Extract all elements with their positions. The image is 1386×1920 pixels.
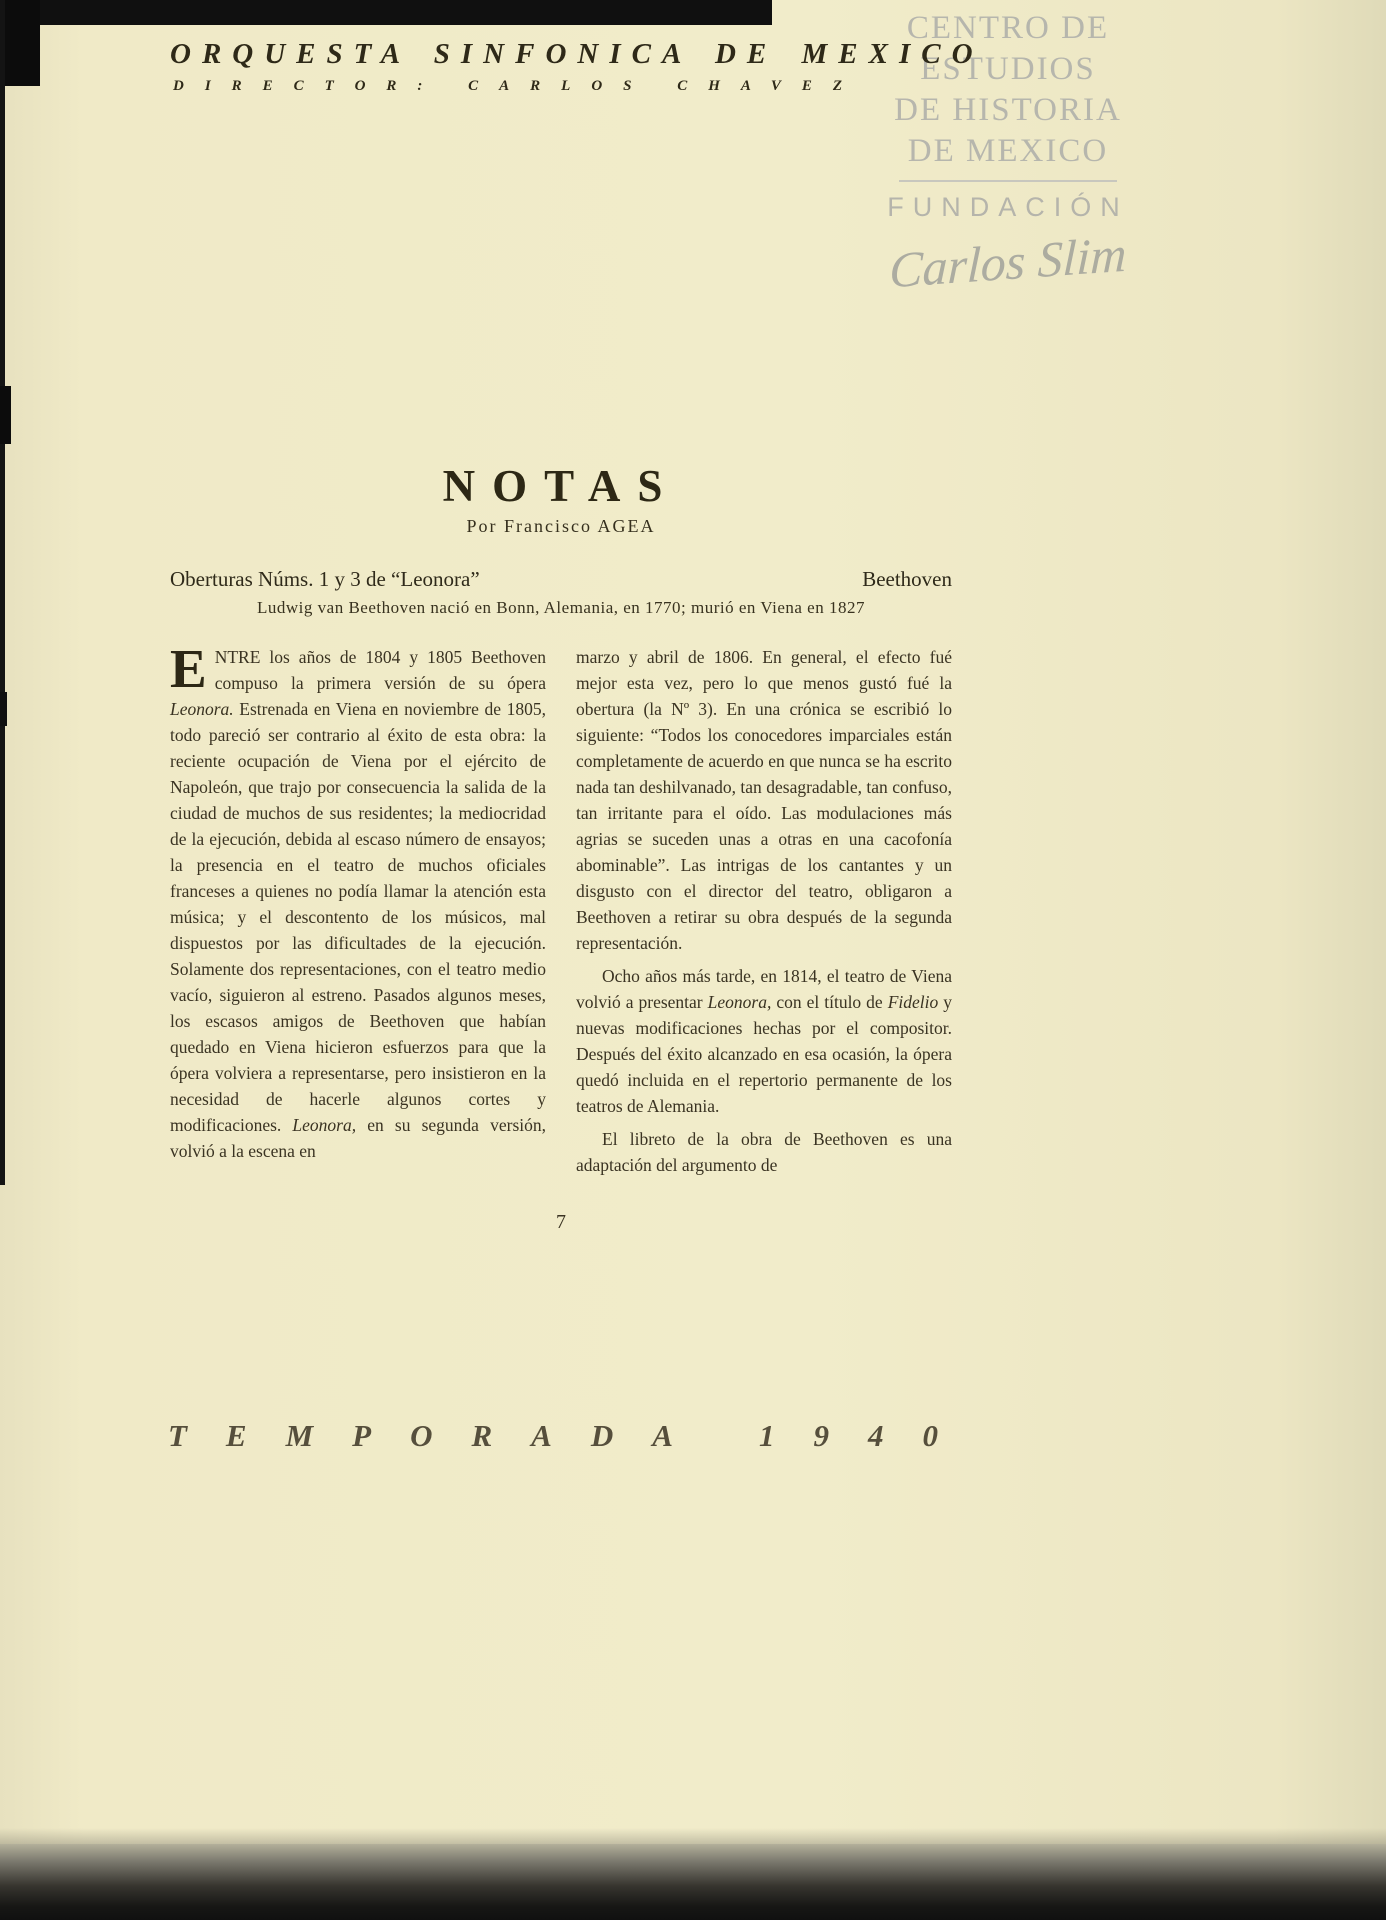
paragraph: El libreto de la obra de Beethoven es una adaptación del argumento de bbox=[576, 1129, 952, 1175]
paragraph: ENTRE los años de 1804 y 1805 Beethoven compuso la primera versión de su ópera Leonora. Estrenada en Viena en noviembre de 1805, todo pareció ser contrario al éxito de esta obra: la reciente ocupación de Viena por el ejército de Napoleón, que trajo por consecuencia la salida de la ciudad de muchos de sus residentes; la mediocridad de la ejecución, debida al escaso número de ensayos; la presencia en el teatro de muchos oficiales franceses a quienes no podía llamar la atención esta música; y el descontento de los músicos, mal dispuestos por las dificultades de la ejecución. Solamente dos representaciones, con el teatro medio vacío, siguieron al estreno. Pasados algunos meses, los escasos amigos de Beethoven que habían quedado en Viena hicieron esfuerzos para que la ópera volviera a representarse, pero insistieron en la necesidad de hacerle algunos cortes y modificaciones. Leonora, en su segunda versión, volvió a la escena en bbox=[170, 638, 546, 1161]
composer-dates: Ludwig van Beethoven nació en Bonn, Alemania, en 1770; murió en Viena en 1827 bbox=[257, 598, 865, 617]
scan-bottom-edge bbox=[0, 1844, 1386, 1920]
article-content bbox=[170, 460, 952, 1234]
page-number: 7 bbox=[556, 1211, 566, 1233]
drop-cap: E bbox=[170, 638, 207, 699]
composer-name: Beethoven bbox=[862, 567, 952, 591]
orchestra-title: ORQUESTA SINFONICA DE MEXICO bbox=[170, 38, 984, 70]
watermark-line: DE HISTORIA bbox=[894, 92, 1122, 128]
watermark-foundation-label: FUNDACIÓN bbox=[887, 192, 1129, 222]
right-column bbox=[576, 644, 952, 1185]
piece-title: Oberturas Núms. 1 y 3 de “Leonora” bbox=[170, 567, 480, 591]
scan-top-edge bbox=[0, 0, 772, 25]
paragraph: Ocho años más tarde, en 1814, el teatro de Viena volvió a presentar Leonora, con el título de Fidelio y nuevas modificaciones hechas por el compositor. Después del éxito alcanzado en esa ocasión, la ópera quedó incluida en el repertorio permanente de los teatros de Alemania. bbox=[576, 966, 953, 1116]
season-footer: TEMPORADA 1940 bbox=[168, 1418, 977, 1453]
watermark-line: CENTRO DE bbox=[906, 10, 1110, 46]
scan-left-notch bbox=[0, 692, 7, 726]
watermark-rule bbox=[899, 180, 1117, 182]
piece-heading-row bbox=[170, 567, 952, 592]
watermark-line: ESTUDIOS bbox=[920, 51, 1096, 87]
notas-title: NOTAS bbox=[442, 461, 680, 511]
scan-corner-mark bbox=[0, 0, 40, 86]
notas-byline: Por Francisco AGEA bbox=[466, 516, 656, 536]
scan-left-edge bbox=[0, 0, 5, 1185]
director-line: DIRECTOR: CARLOS CHAVEZ bbox=[173, 78, 863, 94]
scan-left-notch bbox=[0, 386, 11, 444]
two-column-text bbox=[170, 638, 953, 1185]
scan-bottom-fade bbox=[0, 1828, 1386, 1844]
left-column bbox=[170, 638, 546, 1185]
watermark-line: DE MEXICO bbox=[907, 133, 1109, 169]
watermark-signature: Carlos Slim bbox=[888, 225, 1128, 299]
paragraph: marzo y abril de 1806. En general, el efecto fué mejor esta vez, pero lo que menos gustó fué la obertura (la Nº 3). En una crónica se escribió lo siguiente: “Todos los conocedores imparciales están completamente de acuerdo en que nunca se ha escrito nada tan deshilvanado, tan desagradable, tan confuso, tan irritante para el oído. Las modulaciones más agrias se suceden unas a otras en una cacofonía abominable”. Las intrigas de los cantantes y un disgusto con el director del teatro, obligaron a Beethoven a retirar su obra después de la segunda representación. bbox=[576, 647, 952, 953]
masthead bbox=[170, 38, 984, 95]
